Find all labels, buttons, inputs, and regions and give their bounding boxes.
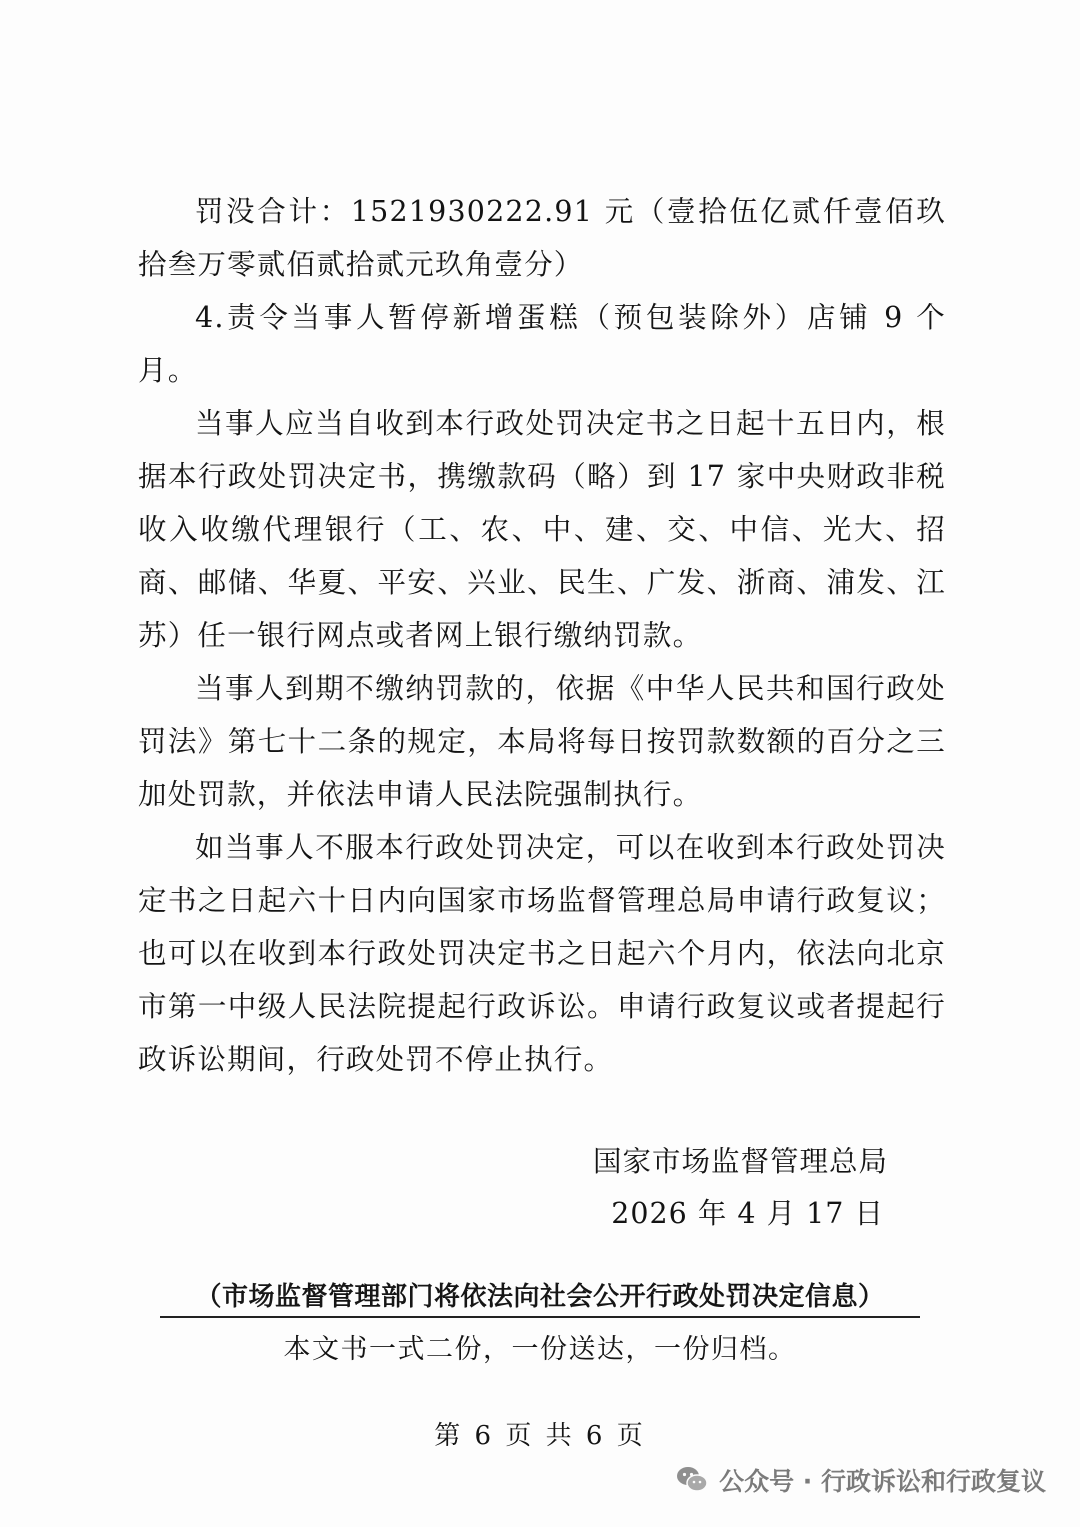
paragraph-appeal-rights: 如当事人不服本行政处罚决定，可以在收到本行政处罚决定书之日起六十日内向国家市场监督管理总局申请行政复议；也可以在收到本行政处罚决定书之日起六个月内，依法向北京市第一中级人民法院提起行政诉讼。申请行政复议或者提起行政诉讼期间，行政处罚不停止执行。: [138, 831, 946, 1076]
watermark-text: 公众号 · 行政诉讼和行政复议: [719, 1467, 1046, 1496]
paragraph-suspension-order: 4.责令当事人暂停新增蛋糕（预包装除外）店铺 9 个月。: [138, 301, 946, 387]
issuer-name: 国家市场监督管理总局: [592, 1145, 888, 1178]
issue-date: 2026 年 4 月 17 日: [611, 1197, 884, 1230]
wechat-icon: [675, 1463, 709, 1497]
signature-block: [593, 1136, 888, 1240]
page-number: 第 6 页 共 6 页: [434, 1421, 646, 1451]
document-body: [138, 185, 946, 1086]
paragraph-late-payment: 当事人到期不缴纳罚款的，依据《中华人民共和国行政处罚法》第七十二条的规定，本局将每日按罚款数额的百分之三加处罚款，并依法申请人民法院强制执行。: [138, 672, 946, 811]
divider-line: [160, 1316, 920, 1318]
paragraph-penalty-total: 罚没合计：1521930222.91 元（壹拾伍亿贰仟壹佰玖拾叁万零贰佰贰拾贰元玖角壹分）: [138, 195, 946, 281]
paragraph-payment-instructions: 当事人应当自收到本行政处罚决定书之日起十五日内，根据本行政处罚决定书，携缴款码（略）到 17 家中央财政非税收入收缴代理银行（工、农、中、建、交、中信、光大、招商、邮储、华夏、平安、兴业、民生、广发、浙商、浦发、江苏）任一银行网点或者网上银行缴纳罚款。: [138, 407, 946, 652]
copies-note: 本文书一式二份，一份送达，一份归档。: [283, 1334, 797, 1365]
disclosure-note: （市场监督管理部门将依法向社会公开行政处罚决定信息）: [195, 1282, 885, 1312]
watermark: [675, 1460, 1046, 1500]
